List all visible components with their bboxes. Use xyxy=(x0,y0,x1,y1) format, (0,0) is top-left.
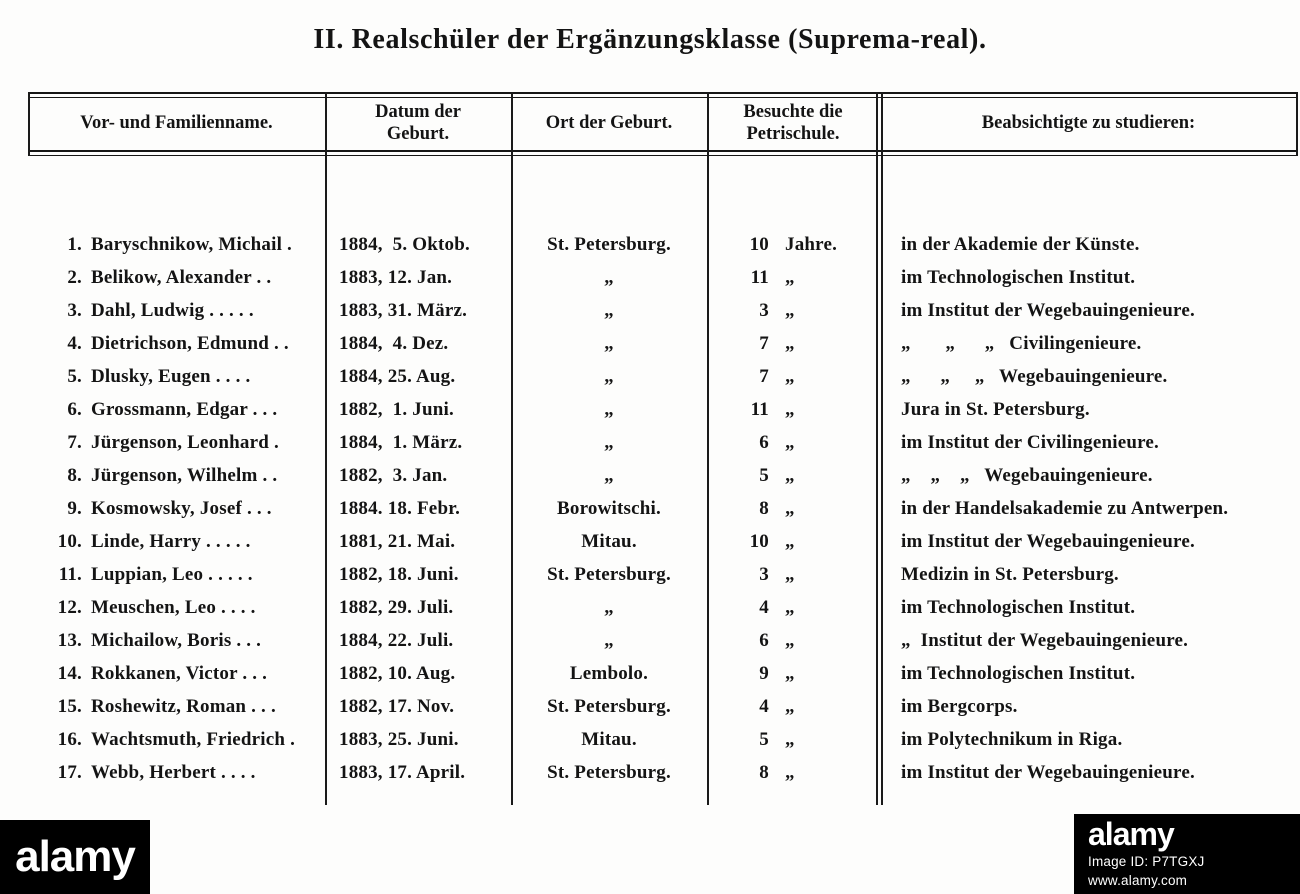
years-unit: „ xyxy=(785,662,795,684)
row-number: 16. xyxy=(57,728,82,750)
table-body xyxy=(28,156,1298,789)
table-row xyxy=(28,459,1298,492)
student-name: Linde, Harry . . . . . xyxy=(91,530,251,552)
years-unit: „ xyxy=(785,695,795,717)
cell-name xyxy=(28,300,325,322)
alamy-watermark-left xyxy=(0,820,150,894)
cell-study-plan: im Technologischen Institut. xyxy=(901,596,1136,618)
student-name: Luppian, Leo . . . . . xyxy=(91,563,253,585)
years-unit: „ xyxy=(785,563,795,585)
row-number: 17. xyxy=(57,761,82,783)
student-name: Jürgenson, Wilhelm . . xyxy=(91,464,278,486)
years-value: 7 xyxy=(759,332,769,354)
table-row xyxy=(28,360,1298,393)
years-unit: „ xyxy=(785,497,795,519)
cell-petrischule-years xyxy=(707,630,879,652)
row-number: 5. xyxy=(67,365,82,387)
cell-study-plan: im Technologischen Institut. xyxy=(901,266,1136,288)
cell-birth-place: Borowitschi. xyxy=(557,497,661,519)
cell-birth-place: St. Petersburg. xyxy=(547,563,671,585)
cell-study-plan: im Polytechnikum in Riga. xyxy=(901,728,1123,750)
row-number: 15. xyxy=(57,695,82,717)
cell-name xyxy=(28,465,325,487)
cell-birth-place: „ xyxy=(604,299,614,321)
cell-study-plan: „ „ „ Wegebauingenieure. xyxy=(901,365,1168,387)
cell-birth-date: 1883, 31. März. xyxy=(339,299,468,321)
row-number: 3. xyxy=(67,299,82,321)
years-value: 8 xyxy=(759,761,769,783)
student-name: Dietrichson, Edmund . . xyxy=(91,332,289,354)
cell-name xyxy=(28,564,325,586)
col-header-birth-date-line1: Datum der xyxy=(375,102,461,123)
cell-name xyxy=(28,399,325,421)
row-number: 7. xyxy=(67,431,82,453)
cell-birth-date: 1884, 5. Oktob. xyxy=(339,233,470,255)
cell-petrischule-years xyxy=(707,498,879,520)
row-number: 11. xyxy=(58,563,82,585)
cell-study-plan: im Technologischen Institut. xyxy=(901,662,1136,684)
years-value: 4 xyxy=(759,695,769,717)
years-unit: „ xyxy=(785,365,795,387)
alamy-watermark-right xyxy=(1074,814,1300,894)
alamy-url: www.alamy.com xyxy=(1088,873,1188,889)
cell-petrischule-years xyxy=(707,729,879,751)
page-title: II. Realschüler der Ergänzungsklasse (Suprema-real). xyxy=(313,24,987,55)
col-header-petrischule xyxy=(707,102,879,146)
cell-birth-place: St. Petersburg. xyxy=(547,233,671,255)
cell-name xyxy=(28,531,325,553)
cell-name xyxy=(28,696,325,718)
cell-birth-place: St. Petersburg. xyxy=(547,761,671,783)
row-number: 8. xyxy=(67,464,82,486)
cell-name xyxy=(28,498,325,520)
table-row xyxy=(28,756,1298,789)
cell-birth-date: 1882, 1. Juni. xyxy=(339,398,454,420)
cell-name xyxy=(28,729,325,751)
cell-birth-date: 1882, 10. Aug. xyxy=(339,662,456,684)
cell-birth-date: 1884. 18. Febr. xyxy=(339,497,461,519)
cell-birth-date: 1881, 21. Mai. xyxy=(339,530,456,552)
row-number: 12. xyxy=(57,596,82,618)
years-unit: „ xyxy=(785,629,795,651)
student-name: Grossmann, Edgar . . . xyxy=(91,398,278,420)
col-header-study-label: Beabsichtigte zu studieren: xyxy=(981,113,1196,134)
years-value: 5 xyxy=(759,728,769,750)
cell-study-plan: im Bergcorps. xyxy=(901,695,1018,717)
row-number: 2. xyxy=(67,266,82,288)
cell-birth-place: „ xyxy=(604,266,614,288)
alamy-logo: alamy xyxy=(15,832,135,881)
cell-petrischule-years xyxy=(707,432,879,454)
cell-study-plan: „ „ „ Wegebauingenieure. xyxy=(901,464,1153,486)
cell-birth-date: 1883, 25. Juni. xyxy=(339,728,459,750)
col-header-study xyxy=(879,113,1298,135)
student-name: Wachtsmuth, Friedrich . xyxy=(91,728,296,750)
cell-study-plan: „ „ „ Civilingenieure. xyxy=(901,332,1142,354)
table-row xyxy=(28,690,1298,723)
years-value: 8 xyxy=(759,497,769,519)
table-row xyxy=(28,393,1298,426)
col-header-birth-date-line2: Geburt. xyxy=(386,124,450,144)
years-value: 3 xyxy=(759,563,769,585)
cell-study-plan: im Institut der Wegebauingenieure. xyxy=(901,530,1195,552)
table-row xyxy=(28,228,1298,261)
col-header-name xyxy=(28,113,325,135)
cell-study-plan: in der Akademie der Künste. xyxy=(901,233,1140,255)
table-row xyxy=(28,327,1298,360)
cell-birth-place: St. Petersburg. xyxy=(547,695,671,717)
table-row xyxy=(28,657,1298,690)
col-header-birth-place-label: Ort der Geburt. xyxy=(545,113,673,134)
table-row xyxy=(28,426,1298,459)
cell-birth-date: 1884, 4. Dez. xyxy=(339,332,449,354)
cell-petrischule-years xyxy=(707,597,879,619)
col-header-birth-date xyxy=(325,102,511,146)
cell-petrischule-years xyxy=(707,267,879,289)
cell-petrischule-years xyxy=(707,300,879,322)
cell-petrischule-years xyxy=(707,333,879,355)
cell-petrischule-years xyxy=(707,762,879,784)
cell-study-plan: im Institut der Wegebauingenieure. xyxy=(901,299,1195,321)
cell-birth-date: 1882, 18. Juni. xyxy=(339,563,459,585)
years-unit: „ xyxy=(785,761,795,783)
years-value: 10 xyxy=(749,530,769,552)
cell-petrischule-years xyxy=(707,399,879,421)
col-header-petrischule-line1: Besuchte die xyxy=(743,102,843,123)
cell-petrischule-years xyxy=(707,564,879,586)
col-header-petrischule-line2: Petrischule. xyxy=(746,124,840,144)
cell-birth-date: 1884, 1. März. xyxy=(339,431,463,453)
years-unit: „ xyxy=(785,299,795,321)
cell-birth-place: „ xyxy=(604,431,614,453)
row-number: 6. xyxy=(67,398,82,420)
cell-birth-date: 1883, 12. Jan. xyxy=(339,266,453,288)
years-unit: „ xyxy=(785,398,795,420)
years-value: 4 xyxy=(759,596,769,618)
row-number: 10. xyxy=(57,530,82,552)
cell-birth-date: 1882, 17. Nov. xyxy=(339,695,455,717)
cell-name xyxy=(28,432,325,454)
years-value: 11 xyxy=(750,398,769,420)
years-unit: „ xyxy=(785,530,795,552)
cell-birth-date: 1882, 29. Juli. xyxy=(339,596,454,618)
table-row xyxy=(28,723,1298,756)
cell-name xyxy=(28,663,325,685)
student-name: Rokkanen, Victor . . . xyxy=(91,662,268,684)
cell-name xyxy=(28,333,325,355)
cell-name xyxy=(28,630,325,652)
years-value: 10 xyxy=(749,233,769,255)
years-unit: „ xyxy=(785,332,795,354)
cell-petrischule-years xyxy=(707,465,879,487)
cell-study-plan: in der Handelsakademie zu Antwerpen. xyxy=(901,497,1229,519)
cell-birth-place: Mitau. xyxy=(581,728,637,750)
years-unit: „ xyxy=(785,728,795,750)
table-header xyxy=(28,98,1298,150)
cell-birth-date: 1884, 25. Aug. xyxy=(339,365,456,387)
image-id-label: Image ID: P7TGXJ xyxy=(1088,853,1205,869)
table-row xyxy=(28,558,1298,591)
cell-birth-place: Mitau. xyxy=(581,530,637,552)
cell-study-plan: im Institut der Wegebauingenieure. xyxy=(901,761,1195,783)
student-name: Dahl, Ludwig . . . . . xyxy=(91,299,254,321)
cell-birth-date: 1882, 3. Jan. xyxy=(339,464,448,486)
years-unit: Jahre. xyxy=(785,233,838,255)
cell-birth-place: „ xyxy=(604,596,614,618)
years-unit: „ xyxy=(785,431,795,453)
cell-petrischule-years xyxy=(707,366,879,388)
student-name: Kosmowsky, Josef . . . xyxy=(91,497,272,519)
cell-birth-place: „ xyxy=(604,398,614,420)
cell-study-plan: Jura in St. Petersburg. xyxy=(901,398,1090,420)
col-header-name-label: Vor- und Familienname. xyxy=(80,113,273,134)
table-row xyxy=(28,294,1298,327)
cell-name xyxy=(28,762,325,784)
student-name: Roshewitz, Roman . . . xyxy=(91,695,276,717)
years-value: 7 xyxy=(759,365,769,387)
years-value: 3 xyxy=(759,299,769,321)
cell-birth-place: „ xyxy=(604,365,614,387)
cell-study-plan: im Institut der Civilingenieure. xyxy=(901,431,1159,453)
cell-name xyxy=(28,234,325,256)
student-name: Belikow, Alexander . . xyxy=(91,266,272,288)
years-unit: „ xyxy=(785,266,795,288)
table-row xyxy=(28,624,1298,657)
student-name: Michailow, Boris . . . xyxy=(91,629,262,651)
cell-birth-date: 1884, 22. Juli. xyxy=(339,629,454,651)
cell-birth-place: „ xyxy=(604,629,614,651)
student-name: Meuschen, Leo . . . . xyxy=(91,596,256,618)
cell-petrischule-years xyxy=(707,531,879,553)
cell-birth-place: Lembolo. xyxy=(569,662,649,684)
col-header-birth-place xyxy=(511,113,707,135)
students-table xyxy=(28,92,1298,805)
cell-petrischule-years xyxy=(707,663,879,685)
table-row xyxy=(28,525,1298,558)
table-row xyxy=(28,261,1298,294)
student-name: Jürgenson, Leonhard . xyxy=(91,431,279,453)
table-row xyxy=(28,591,1298,624)
cell-study-plan: „ Institut der Wegebauingenieure. xyxy=(901,629,1189,651)
row-number: 4. xyxy=(67,332,82,354)
cell-birth-place: „ xyxy=(604,464,614,486)
cell-petrischule-years xyxy=(707,234,879,256)
table-row xyxy=(28,492,1298,525)
row-number: 1. xyxy=(67,233,82,255)
row-number: 9. xyxy=(67,497,82,519)
years-unit: „ xyxy=(785,464,795,486)
alamy-logo: alamy xyxy=(1088,816,1174,852)
cell-birth-date: 1883, 17. April. xyxy=(339,761,466,783)
years-unit: „ xyxy=(785,596,795,618)
cell-name xyxy=(28,366,325,388)
student-name: Baryschnikow, Michail . xyxy=(91,233,292,255)
student-name: Dlusky, Eugen . . . . xyxy=(91,365,251,387)
row-number: 13. xyxy=(57,629,82,651)
cell-name xyxy=(28,267,325,289)
years-value: 5 xyxy=(759,464,769,486)
years-value: 6 xyxy=(759,431,769,453)
student-name: Webb, Herbert . . . . xyxy=(91,761,256,783)
cell-name xyxy=(28,597,325,619)
years-value: 9 xyxy=(759,662,769,684)
years-value: 11 xyxy=(750,266,769,288)
cell-study-plan: Medizin in St. Petersburg. xyxy=(901,563,1119,585)
years-value: 6 xyxy=(759,629,769,651)
cell-petrischule-years xyxy=(707,696,879,718)
row-number: 14. xyxy=(57,662,82,684)
cell-birth-place: „ xyxy=(604,332,614,354)
